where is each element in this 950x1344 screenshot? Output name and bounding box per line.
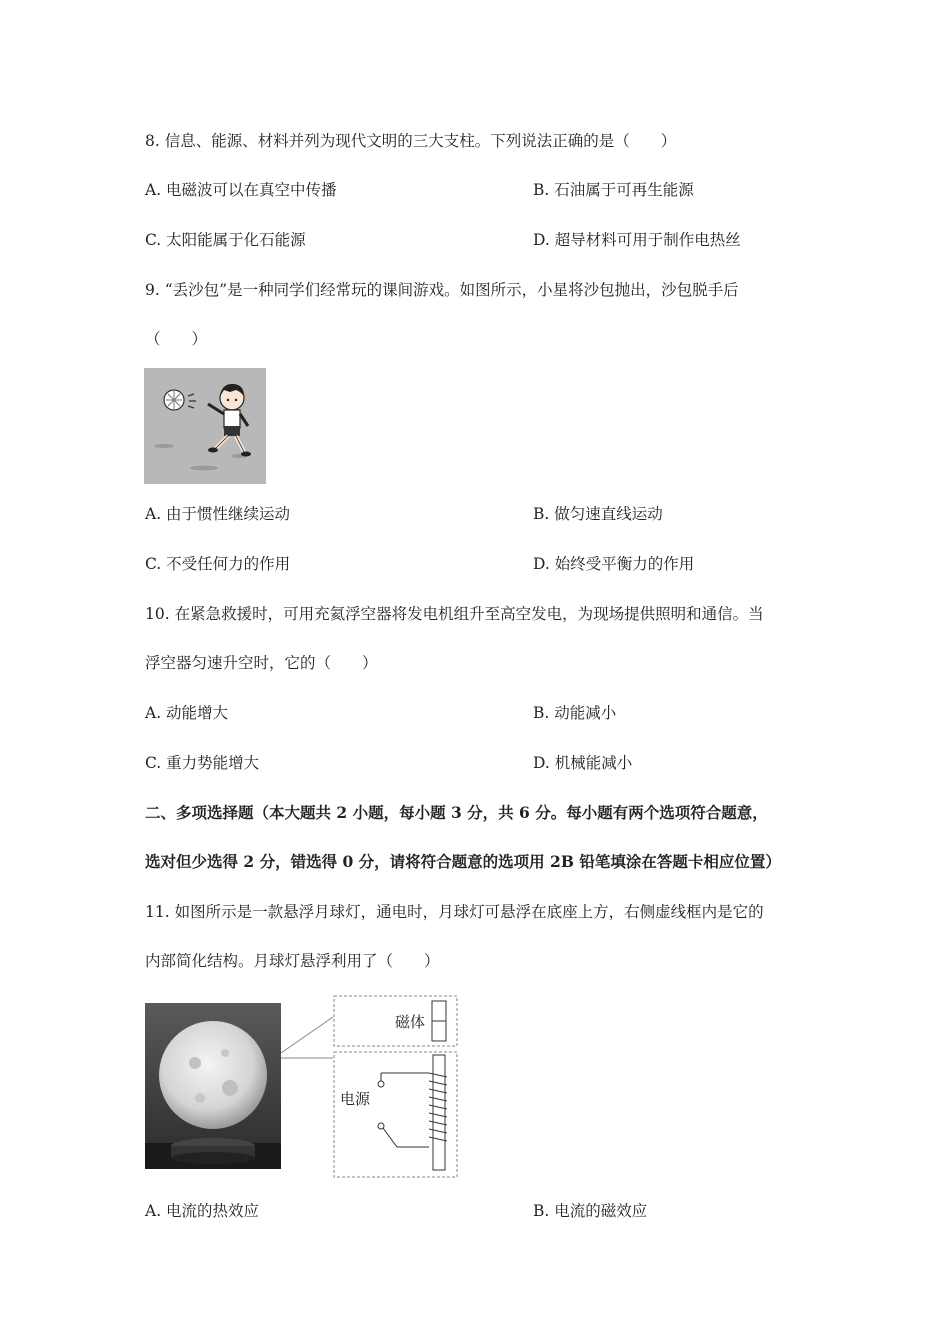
sandbag-illustration xyxy=(144,368,266,484)
power-source-label: 电源 xyxy=(340,1090,371,1108)
sandbag-icon xyxy=(164,390,184,410)
q11-moon-lamp-photo xyxy=(145,1003,281,1169)
section2-heading-line2: 选对但少选得 2 分，错选得 0 分，请将符合题意的选项用 2B 铅笔填涂在答题卡相应位置） xyxy=(145,852,781,871)
q11-stem: 11. 如图所示是一款悬浮月球灯，通电时，月球灯可悬浮在底座上方，右侧虚线框内是它的 xyxy=(145,903,764,921)
moon-lamp-image xyxy=(145,1003,281,1169)
q11-stem-cont: 内部简化结构。月球灯悬浮利用了（ ） xyxy=(145,952,440,970)
q10-option-c: C. 重力势能增大 xyxy=(145,754,260,772)
q9-option-b: B. 做匀速直线运动 xyxy=(533,505,663,523)
q9-option-a: A. 由于惯性继续运动 xyxy=(145,505,291,523)
section2-heading-line1: 二、多项选择题（本大题共 2 小题，每小题 3 分，共 6 分。每小题有两个选项符合题意， xyxy=(145,803,768,822)
q11-structure-diagram xyxy=(333,995,459,1179)
q8-stem: 8. 信息、能源、材料并列为现代文明的三大支柱。下列说法正确的是（ ） xyxy=(145,132,677,150)
q9-stem: 9. “丢沙包”是一种同学们经常玩的课间游戏。如图所示，小星将沙包抛出，沙包脱手后 xyxy=(145,281,739,299)
q11-option-a: A. 电流的热效应 xyxy=(145,1202,260,1220)
q10-stem-cont: 浮空器匀速升空时，它的（ ） xyxy=(145,654,378,672)
q10-option-b: B. 动能减小 xyxy=(533,704,617,722)
q11-option-b: B. 电流的磁效应 xyxy=(533,1202,648,1220)
magnet-label: 磁体 xyxy=(395,1013,426,1031)
q8-option-a: A. 电磁波可以在真空中传播 xyxy=(145,181,337,199)
magnet-icon xyxy=(432,1001,446,1041)
q9-option-d: D. 始终受平衡力的作用 xyxy=(533,555,695,573)
switch-icon xyxy=(383,1128,397,1147)
q10-option-a: A. 动能增大 xyxy=(145,704,229,722)
q8-option-b: B. 石油属于可再生能源 xyxy=(533,181,694,199)
q8-option-d: D. 超导材料可用于制作电热丝 xyxy=(533,231,741,249)
electromagnet-coil-icon xyxy=(429,1055,447,1170)
q9-stem-cont: （ ） xyxy=(145,330,208,348)
q9-option-c: C. 不受任何力的作用 xyxy=(145,555,291,573)
moon-sphere-icon xyxy=(159,1021,267,1129)
q10-option-d: D. 机械能减小 xyxy=(533,754,633,772)
q8-option-c: C. 太阳能属于化石能源 xyxy=(145,231,306,249)
q10-stem: 10. 在紧急救援时，可用充氦浮空器将发电机组升至高空发电，为现场提供照明和通信。当 xyxy=(145,605,764,623)
q11-callout-lines xyxy=(281,995,335,1075)
q9-figure-sandbag-game xyxy=(144,368,266,484)
